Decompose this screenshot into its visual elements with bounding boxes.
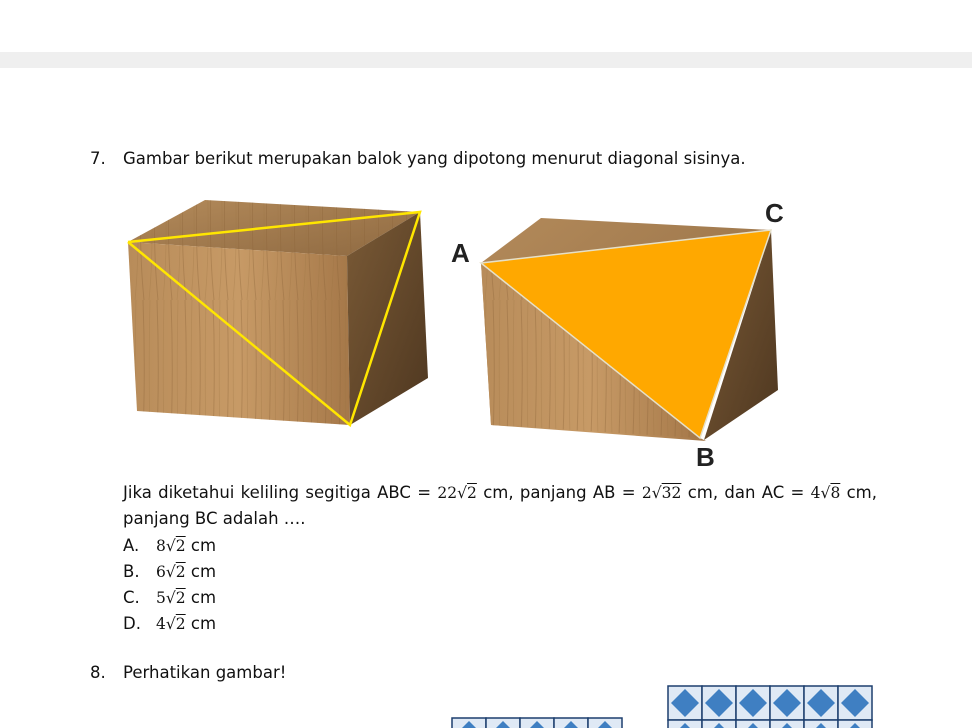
vertex-label-c: C — [765, 198, 784, 228]
question-8-text: Perhatikan gambar! — [123, 663, 287, 682]
option-b[interactable]: B. 6√2 cm — [123, 562, 217, 581]
question-text: Gambar berikut merupakan balok yang dipotong menurut diagonal sisinya. — [123, 149, 746, 168]
ab-value: 2√32 — [641, 484, 682, 502]
vertex-label-b: B — [696, 442, 715, 472]
option-a[interactable]: A. 8√2 cm — [123, 536, 217, 555]
right-box — [481, 218, 778, 441]
left-box — [128, 200, 428, 425]
ac-value: 4√8 — [810, 484, 841, 502]
option-c[interactable]: C. 5√2 cm — [123, 588, 217, 607]
problem-statement: Jika diketahui keliling segitiga ABC = 22√2 cm, panjang AB = 2√32 cm, dan AC = 4√8 cm, panjang BC adalah …. — [123, 483, 878, 528]
question-8-number: 8. — [90, 663, 106, 682]
question-number: 7. — [90, 149, 106, 168]
vertex-label-a: A — [451, 238, 470, 268]
perimeter-value: 22√2 — [437, 484, 477, 502]
option-d[interactable]: D. 4√2 cm — [123, 614, 217, 633]
